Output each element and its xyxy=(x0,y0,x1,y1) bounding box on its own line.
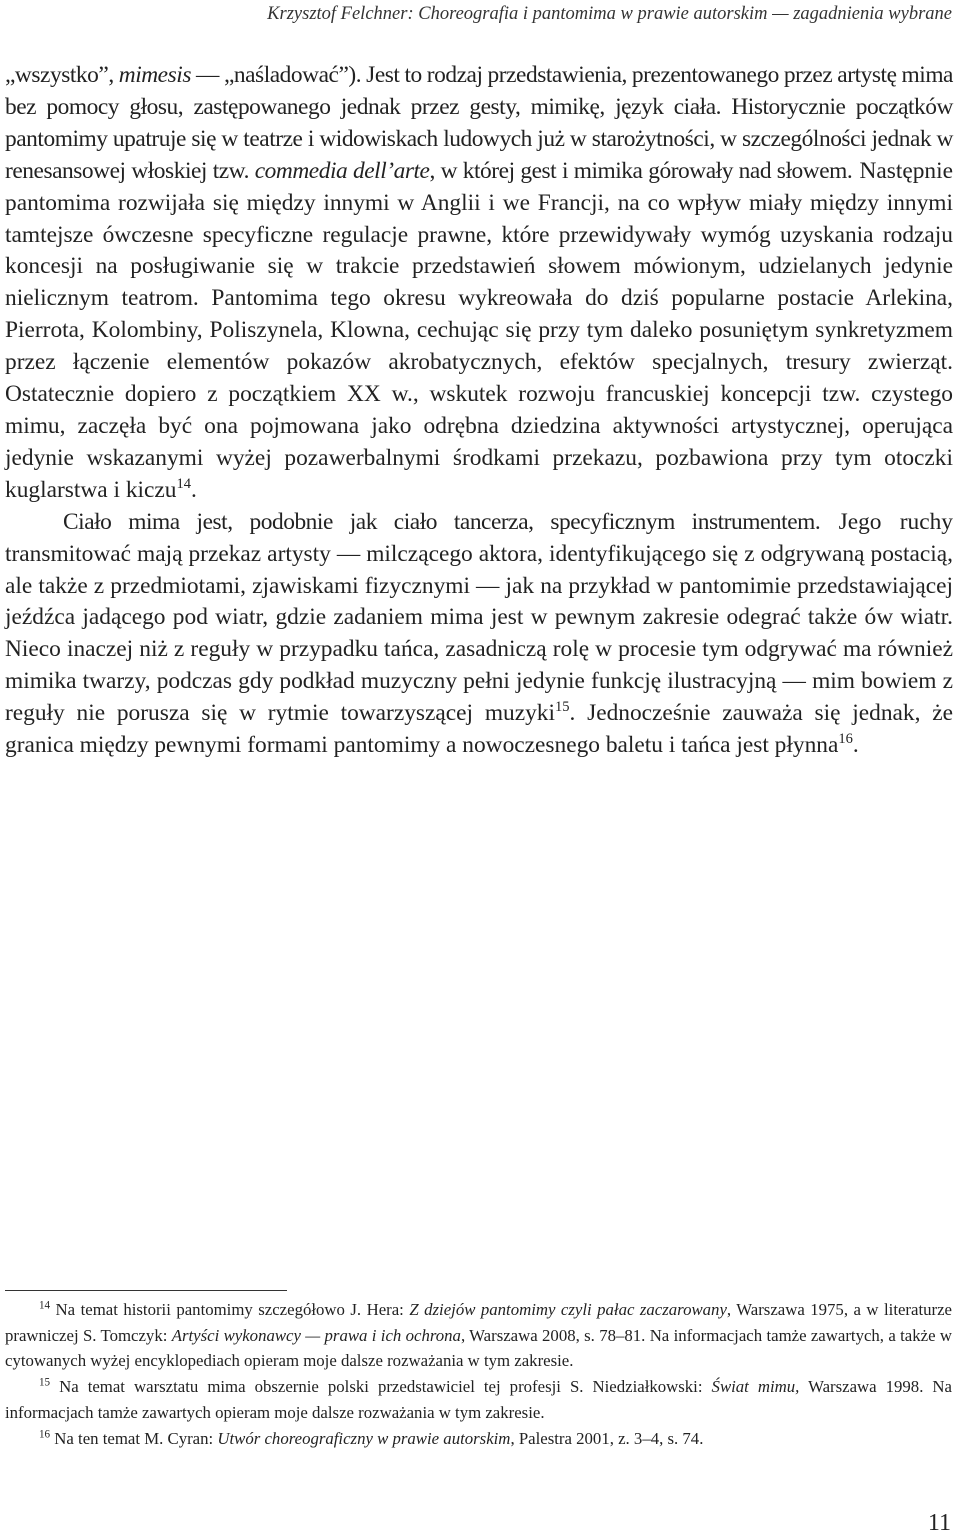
text-run: Na temat warsztatu mima obszernie polski przedstawiciel tej profesji S. Niedziałkowski: xyxy=(50,1377,712,1397)
text-run: Warszawa 1998. Na informacjach tamże zawartych opieram moje dalsze rozważania w tym zakresie. xyxy=(5,1377,952,1422)
paragraph-1 xyxy=(5,60,953,507)
text-run: , w której gest i mimika górowały nad słowem. xyxy=(429,157,853,184)
footnote-number: 14 xyxy=(39,1299,51,1312)
text-run: Na ten temat M. Cyran: xyxy=(50,1428,218,1448)
text-run: Ciało mima jest, podobnie jak ciało tancerza, specyficznym instrumentem. xyxy=(63,508,821,535)
italic-term: mimesis xyxy=(118,62,191,88)
text-run: — „naśladować”). Jest to rodzaj przedstawienia, prezentowanego przez artystę mima bez pomocy głosu, zastępowanego jednak przez gesty, mimikę, język ciała. Historycznie początków pantomimy upatruje się w teatrze i widowiskach ludowych już w starożytności, w szczególności jednak w renesansowej włoskiej tzw. xyxy=(5,62,953,184)
text-run: . xyxy=(852,732,859,759)
text-run: , Warszawa 1975, a w literaturze prawniczej S. Tomczyk: xyxy=(5,1300,952,1345)
book-title: Z dziejów pantomimy czyli pałac zaczarowany xyxy=(409,1300,727,1319)
text-run: . Jednocześnie zauważa się jednak, że granica między pewnymi formami pantomimy a nowoczesnego baletu i tańca jest płynna xyxy=(5,700,953,759)
text-run: . xyxy=(190,476,197,503)
italic-term: commedia dell’arte xyxy=(254,157,430,184)
text-run: , Warszawa 2008, s. 78–81. Na informacjach tamże zawartych, a także w cytowanych wyżej encyklopediach opieram moje dalsze rozważania w tym zakresie. xyxy=(5,1325,952,1371)
footnote-15 xyxy=(5,1374,952,1425)
paragraph-1-lead xyxy=(5,62,953,184)
page-number: 11 xyxy=(927,1510,951,1536)
footnote-16 xyxy=(5,1426,952,1452)
body-text xyxy=(5,60,953,762)
book-title: Artyści wykonawcy — prawa i ich ochrona xyxy=(171,1325,461,1345)
text-run: , Palestra 2001, z. 3–4, s. 74. xyxy=(510,1428,704,1448)
paragraph-2 xyxy=(5,507,953,762)
running-header: Krzysztof Felchner: Choreografia i pantomima w prawie autorskim — zagadnienia wybrane xyxy=(267,4,952,24)
footnote-number: 16 xyxy=(39,1427,51,1440)
book-title: Świat mimu, xyxy=(711,1377,800,1397)
text-run: Na temat historii pantomimy szczegółowo J. Hera: xyxy=(50,1300,410,1319)
book-title: Utwór choreograficzny w prawie autorskim xyxy=(217,1428,511,1448)
footnote-number: 15 xyxy=(39,1376,51,1389)
text-run: „wszystko”, xyxy=(5,62,119,88)
text-run: Jego ruchy transmitować mają przekaz artysty — milczącego aktora, identyfikującego się z odgrywaną postacią, ale także z przedmiotami, zjawiskami fizycznymi — jak na przykład w pantomimie przedstawiającej jeźdźca jadącego pod wiatr, gdzie zadaniem mima jest w pewnym zakresie odegrać także ów wiatr. Nieco inaczej niż z reguły w przypadku tańca, zasadniczą rolę w procesie tym odgrywać ma również mimika twarzy, podczas gdy podkład muzyczny pełni jedynie funkcję ilustracyjną — mim bowiem z reguły nie porusza się w rytmie towarzyszącej muzyki xyxy=(5,508,954,727)
footnote-ref-16[interactable]: 16 xyxy=(838,731,853,748)
text-run: Następnie pantomima rozwijała się między innymi w Anglii i we Francji, na co wpływ miały między innymi tamtejsze ówczesne specyficzne regulacje prawne, które przewidywały wymóg uzyskania rodzaju koncesji na posługiwanie się w trakcie przedstawień słowem mówionym, udzielanych jedynie nielicznym teatrom. Pantomima tego okresu wykreowała do dziś popularne postacie Arlekina, Pierrota, Kolombiny, Poliszynela, Klowna, cechując się przy tym daleko posuniętym synkretyzmem przez łączenie elementów pokazów akrobatycznych, efektów specjalnych, tresury zwierząt. Ostatecznie dopiero z początkiem XX w., wskutek rozwoju francuskiej koncepcji tzw. czystego mimu, zaczęła być ona pojmowana jako odrębna dziedzina aktywności artystycznej, operująca jedynie wskazanymi wyżej pozawerbalnymi środkami przekazu, pozbawiona przy tym otoczki kuglarstwa i kiczu xyxy=(5,157,953,503)
footnote-14 xyxy=(5,1297,952,1374)
footnote-separator xyxy=(5,1290,287,1291)
footnotes xyxy=(5,1297,952,1451)
footnote-ref-15[interactable]: 15 xyxy=(554,699,570,716)
footnote-ref-14[interactable]: 14 xyxy=(176,475,191,492)
